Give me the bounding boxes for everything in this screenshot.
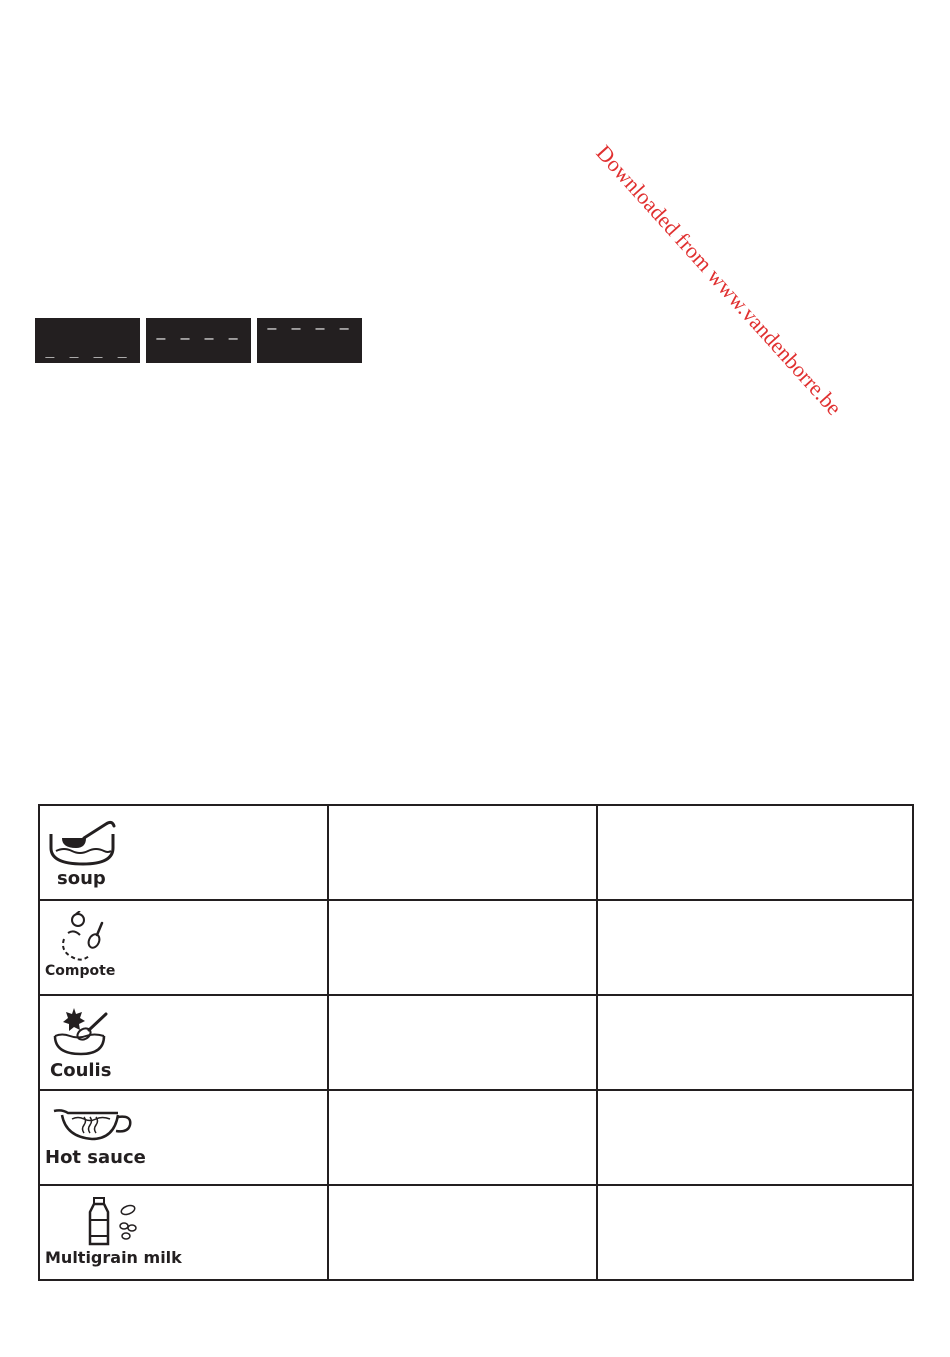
program-cell [39,1090,328,1185]
program-label: Multigrain milk [45,1248,182,1267]
sauce-boat-icon [52,1105,134,1145]
empty-cell [597,1090,913,1185]
display-segment-middle [146,318,251,363]
empty-cell [597,900,913,995]
table-row [39,995,913,1090]
empty-cell [597,805,913,900]
empty-cell [328,1185,596,1280]
display-segments [35,318,362,363]
program-label: Compote [45,963,116,979]
empty-cell [328,900,596,995]
watermark-text: Downloaded from www.vandenborre.be [591,140,847,420]
empty-cell [597,995,913,1090]
table-row [39,1090,913,1185]
coulis-bowl-icon [52,1006,110,1058]
display-segment-text: _ _ _ _ [45,340,130,358]
empty-cell [597,1185,913,1280]
display-segment-text: – – – – [156,329,241,347]
program-label: soup [57,868,106,889]
table-row [39,1185,913,1280]
table-row [39,900,913,995]
empty-cell [328,1090,596,1185]
empty-cell [328,995,596,1090]
soup-bowl-ladle-icon [48,818,118,868]
display-segment-text: – – – – [267,319,352,337]
program-cell [39,900,328,995]
display-segment-top [257,318,362,363]
display-segment-bottom [35,318,140,363]
program-cell [39,1185,328,1280]
milk-bottle-grain-icon [88,1196,144,1248]
program-table [38,804,914,1281]
compote-bowl-icon [58,911,108,963]
program-cell [39,805,328,900]
program-label: Hot sauce [45,1147,146,1168]
program-label: Coulis [50,1060,112,1081]
table-row [39,805,913,900]
empty-cell [328,805,596,900]
program-cell [39,995,328,1090]
